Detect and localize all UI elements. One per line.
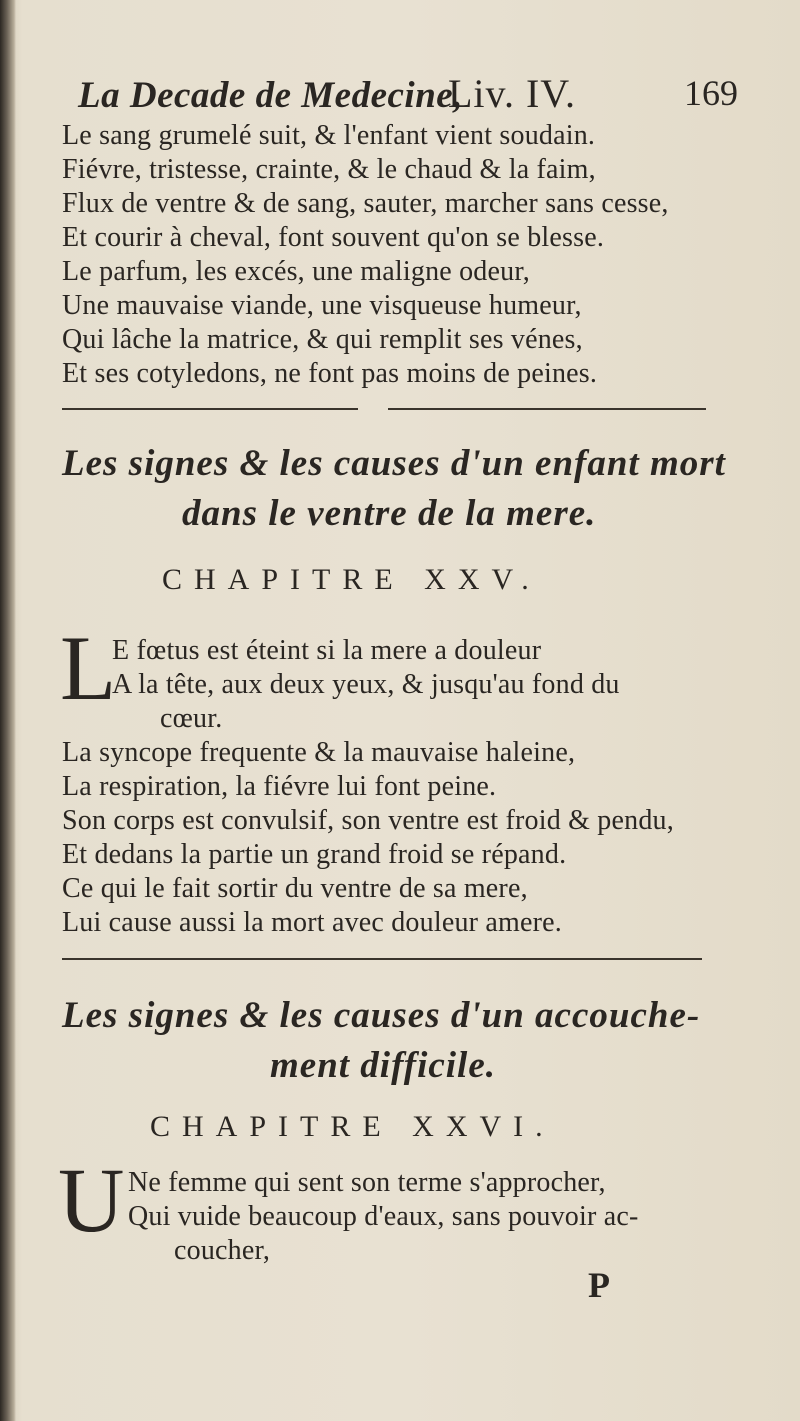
drop-cap: L: [60, 617, 117, 719]
signature-mark: P: [588, 1265, 610, 1305]
verse-line: E fœtus est éteint si la mere a douleur: [112, 635, 542, 666]
page-gutter: [0, 0, 16, 1421]
verse-line: Fiévre, tristesse, crainte, & le chaud & la faim,: [62, 154, 596, 185]
section-divider-right: [388, 408, 706, 410]
section-heading-line1: Les signes & les causes d'un accouche-: [62, 995, 701, 1036]
verse-line: Qui vuide beaucoup d'eaux, sans pouvoir ac-: [128, 1201, 639, 1232]
verse-line: Ne femme qui sent son terme s'approcher,: [128, 1167, 606, 1198]
verse-line: Et courir à cheval, font souvent qu'on se blesse.: [62, 222, 605, 253]
chapter-title: CHAPITRE XXV.: [162, 563, 541, 596]
verse-line: cœur.: [160, 703, 223, 734]
verse-line: La syncope frequente & la mauvaise haleine,: [62, 737, 576, 768]
section-heading-line1: Les signes & les causes d'un enfant mort: [62, 443, 726, 484]
section-heading-line2: ment difficile.: [270, 1045, 496, 1086]
verse-line: Qui lâche la matrice, & qui remplit ses vénes,: [62, 324, 583, 355]
verse-line: Et ses cotyledons, ne font pas moins de peines.: [62, 358, 598, 389]
verse-line: Ce qui le fait sortir du ventre de sa mere,: [62, 873, 528, 904]
verse-line: Lui cause aussi la mort avec douleur amere.: [62, 907, 562, 938]
verse-line: A la tête, aux deux yeux, & jusqu'au fond du: [112, 669, 620, 700]
verse-line: Une mauvaise viande, une visqueuse humeur,: [62, 290, 582, 321]
running-header: [78, 68, 738, 118]
page-number: 169: [684, 73, 738, 113]
drop-cap: U: [58, 1149, 125, 1251]
verse-line: coucher,: [174, 1235, 271, 1266]
chapter-title: CHAPITRE XXVI.: [150, 1110, 555, 1143]
section-divider: [62, 958, 702, 960]
verse-line: Flux de ventre & de sang, sauter, marcher sans cesse,: [62, 188, 669, 219]
verse-line: Et dedans la partie un grand froid se répand.: [62, 839, 567, 870]
verse-line: Le sang grumelé suit, & l'enfant vient soudain.: [62, 120, 596, 151]
running-title: La Decade de Medecine,: [78, 75, 463, 116]
book-reference: Liv. IV.: [448, 71, 576, 116]
verse-line: Son corps est convulsif, son ventre est froid & pendu,: [62, 805, 674, 836]
section-divider-left: [62, 408, 358, 410]
verse-line: Le parfum, les excés, une maligne odeur,: [62, 256, 530, 287]
verse-line: La respiration, la fiévre lui font peine.: [62, 771, 497, 802]
section-heading-line2: dans le ventre de la mere.: [182, 493, 597, 534]
